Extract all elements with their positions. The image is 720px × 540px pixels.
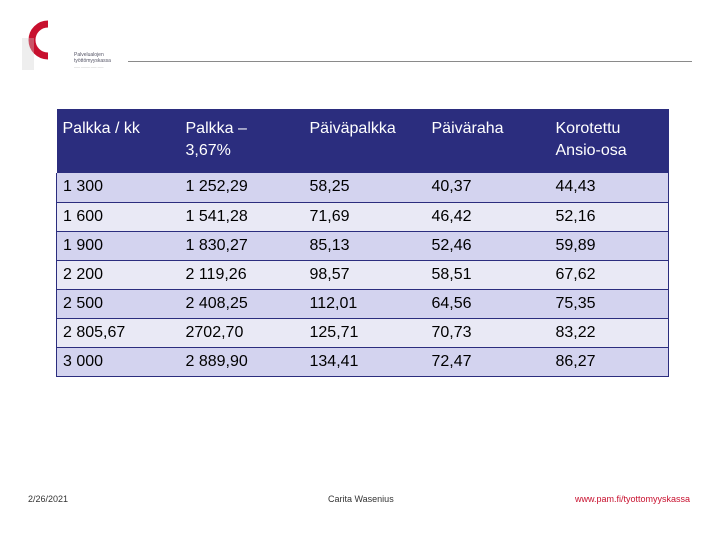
header-paivaraha [426,109,550,173]
header-palkka-minus [180,109,304,173]
table-cell: 2 119,26 [180,260,304,289]
header-label: Päiväpalkka [309,120,396,137]
table-cell: 1 600 [57,202,180,231]
table-row [57,173,669,202]
logo-line-2: työttömyyskassa [74,58,111,64]
footer-url-link[interactable]: www.pam.fi/tyottomyyskassa [574,494,690,504]
table-cell: 83,22 [550,318,669,347]
table-cell: 72,47 [426,347,550,376]
footer-date: 2/26/2021 [28,494,69,504]
table-cell: 112,01 [304,289,426,318]
table-row [57,202,669,231]
table-cell: 2 889,90 [180,347,304,376]
table-cell: 2 200 [57,260,180,289]
table-cell: 64,56 [426,289,550,318]
header-label: Palkka / kk [62,120,140,137]
table-cell: 58,51 [426,260,550,289]
table-row [57,347,669,376]
table-header-row [57,109,669,173]
table-cell: 125,71 [304,318,426,347]
header-korotettu [550,109,669,173]
table-cell: 2 805,67 [57,318,180,347]
header-paivapalkka [304,109,426,173]
logo [22,16,112,90]
table-row [57,260,669,289]
table-cell: 1 252,29 [180,173,304,202]
table-row [57,289,669,318]
table-cell: 44,43 [550,173,669,202]
table-cell: 98,57 [304,260,426,289]
table-cell: 2 408,25 [180,289,304,318]
table-cell: 71,69 [304,202,426,231]
table-cell: 3 000 [57,347,180,376]
table-cell: 70,73 [426,318,550,347]
table-cell: 1 541,28 [180,202,304,231]
logo-line-1: Palvelualojen [74,52,104,58]
table-cell: 2 500 [57,289,180,318]
logo-tagline: —— ——— —— —— [74,65,104,69]
table-cell: 46,42 [426,202,550,231]
table-cell: 75,35 [550,289,669,318]
table-cell: 58,25 [304,173,426,202]
top-divider [128,61,692,62]
table-cell: 52,46 [426,231,550,260]
table-cell: 85,13 [304,231,426,260]
table-cell: 40,37 [426,173,550,202]
table-cell: 2702,70 [180,318,304,347]
table-row [57,231,669,260]
header-palkka [57,109,180,173]
salary-table [56,109,669,377]
table-cell: 1 830,27 [180,231,304,260]
table-cell: 86,27 [550,347,669,376]
table-cell: 52,16 [550,202,669,231]
header-label: Palkka – 3,67% [185,120,247,159]
table-cell: 67,62 [550,260,669,289]
table-cell: 1 900 [57,231,180,260]
logo-text [74,52,111,70]
footer-author: Carita Wasenius [328,494,394,504]
header-label: Päiväraha [431,120,504,137]
table-cell: 1 300 [57,173,180,202]
table-row [57,318,669,347]
table-cell: 134,41 [304,347,426,376]
table-cell: 59,89 [550,231,669,260]
header-label: Korotettu Ansio-osa [555,120,627,159]
logo-mark-icon [22,16,62,76]
